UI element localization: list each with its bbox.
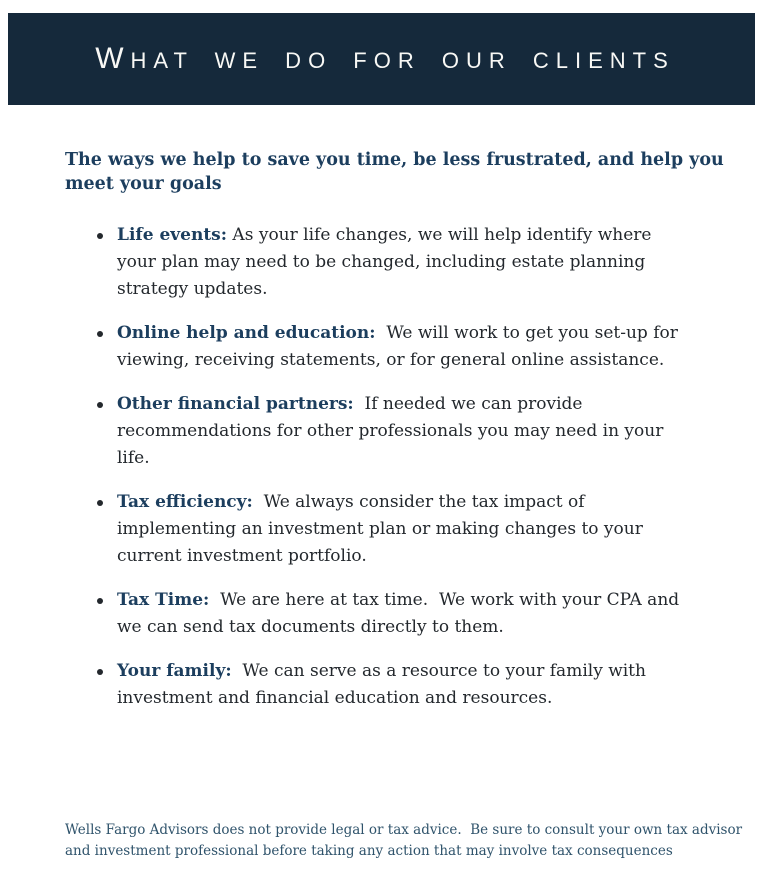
banner-title: WHAT WE DO FOR OUR CLIENTS (95, 42, 675, 75)
list-item-lead: Life events: (117, 225, 228, 245)
list-item-lead: Other financial partners: (117, 394, 354, 414)
list-item-text: We can serve as a resource to your family with investment and financial education and resources. (117, 661, 652, 708)
list-item-life-events (95, 222, 695, 303)
list-item-lead: Your family: (117, 661, 232, 681)
list-item-tax-efficiency (95, 489, 695, 570)
intro-heading (65, 148, 724, 196)
list-item-lead: Online help and education: (117, 323, 376, 343)
list-item-text: We will work to get you set-up for viewing, receiving statements, or for general online assistance. (117, 323, 684, 370)
list-item-text: We always consider the tax impact of implementing an investment plan or making changes to your current investment portfolio. (117, 492, 649, 566)
list-item-text: If needed we can provide recommendations for other professionals you may need in your life. (117, 394, 669, 468)
disclaimer-line2: and investment professional before taking any action that may involve tax consequences (65, 843, 673, 859)
list-item-lead: Tax Time: (117, 590, 210, 610)
list-item-text: As your life changes, we will help identify where your plan may need to be changed, including estate planning strategy updates. (117, 225, 657, 299)
document-body (65, 148, 724, 729)
list-item-your-family (95, 658, 695, 712)
disclaimer-text (65, 820, 742, 862)
list-item-financial-partners (95, 391, 695, 472)
list-item-text: We are here at tax time. We work with your CPA and we can send tax documents directly to them. (117, 590, 685, 637)
intro-heading-line2: meet your goals (65, 174, 222, 194)
list-item-lead: Tax efficiency: (117, 492, 253, 512)
benefits-list (95, 222, 710, 712)
section-header-banner (8, 13, 755, 105)
list-item-tax-time (95, 587, 695, 641)
list-item-online-help (95, 320, 695, 374)
intro-heading-line1: The ways we help to save you time, be less frustrated, and help you (65, 150, 724, 170)
disclaimer-line1: Wells Fargo Advisors does not provide legal or tax advice. Be sure to consult your own tax advisor (65, 822, 743, 838)
